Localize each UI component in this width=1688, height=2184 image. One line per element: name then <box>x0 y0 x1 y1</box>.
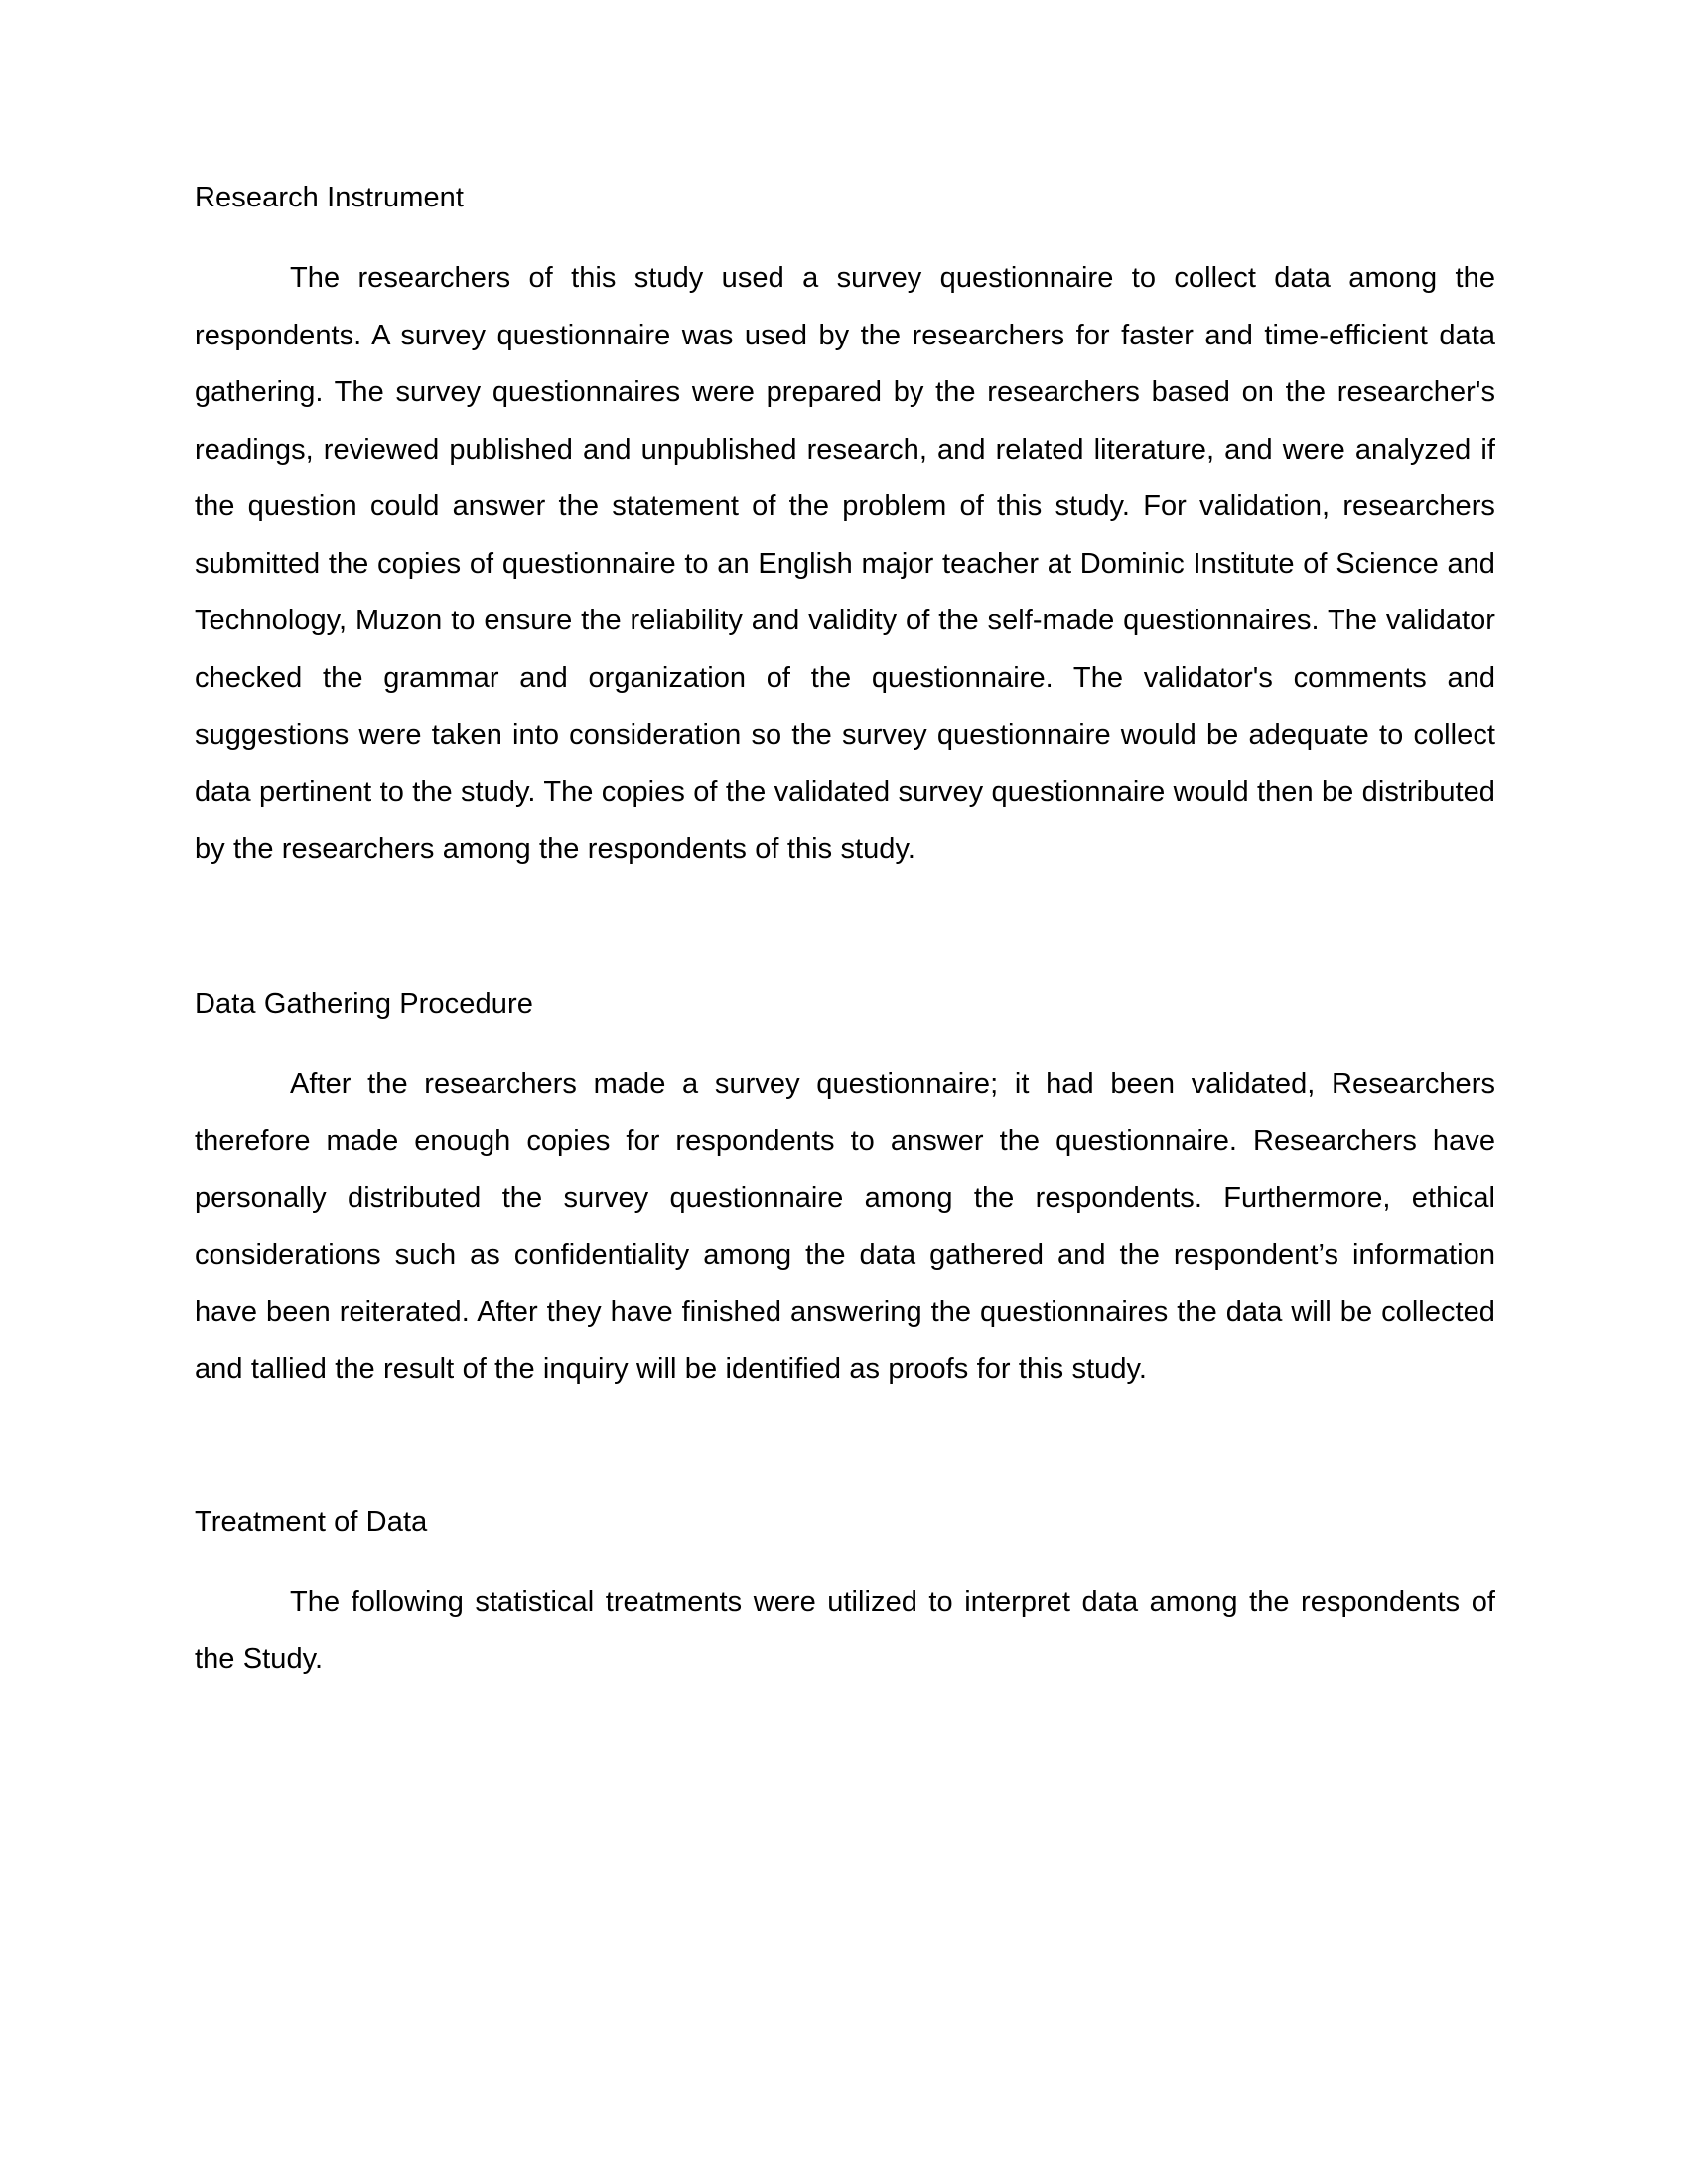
paragraph-treatment-of-data: The following statistical treatments were utilized to interpret data among the respondents of the Study. <box>195 1585 1495 1675</box>
section-research-instrument <box>195 184 1495 879</box>
paragraph-research-instrument: The researchers of this study used a survey questionnaire to collect data among the respondents. A survey questionnaire was used by the researchers for faster and time-efficient data gathering. The survey questionnaires were prepared by the researchers based on the researcher's readings, reviewed published and unpublished research, and related literature, and were analyzed if the question could answer the statement of the problem of this study. For validation, researchers submitted the copies of questionnaire to an English major teacher at Dominic Institute of Science and Technology, Muzon to ensure the reliability and validity of the self-made questionnaires. The validator checked the grammar and organization of the questionnaire. The validator's comments and suggestions were taken into consideration so the survey questionnaire would be adequate to collect data pertinent to the study. The copies of the validated survey questionnaire would then be distributed by the researchers among the respondents of this study. <box>195 262 1495 865</box>
section-spacer-1 <box>195 879 1495 990</box>
section-heading-research-instrument: Research Instrument <box>195 182 465 213</box>
section-heading-treatment-of-data: Treatment of Data <box>195 1505 428 1538</box>
paragraph-data-gathering-procedure: After the researchers made a survey questionnaire; it had been validated, Researchers therefore made enough copies for respondents to answer the questionnaire. Researchers have personally distributed the survey questionnaire among the respondents. Furthermore, ethical considerations such as confidentiality among the data gathered and the respondent’s information have been reiterated. After they have finished answering the questionnaires the data will be collected and tallied the result of the inquiry will be identified as proofs for this study. <box>195 1067 1495 1385</box>
section-heading-data-gathering-procedure: Data Gathering Procedure <box>195 987 533 1020</box>
section-treatment-of-data <box>195 1505 1495 1689</box>
section-spacer-2 <box>195 1399 1495 1508</box>
section-data-gathering-procedure <box>195 987 1495 1399</box>
document-body <box>195 184 1495 1689</box>
